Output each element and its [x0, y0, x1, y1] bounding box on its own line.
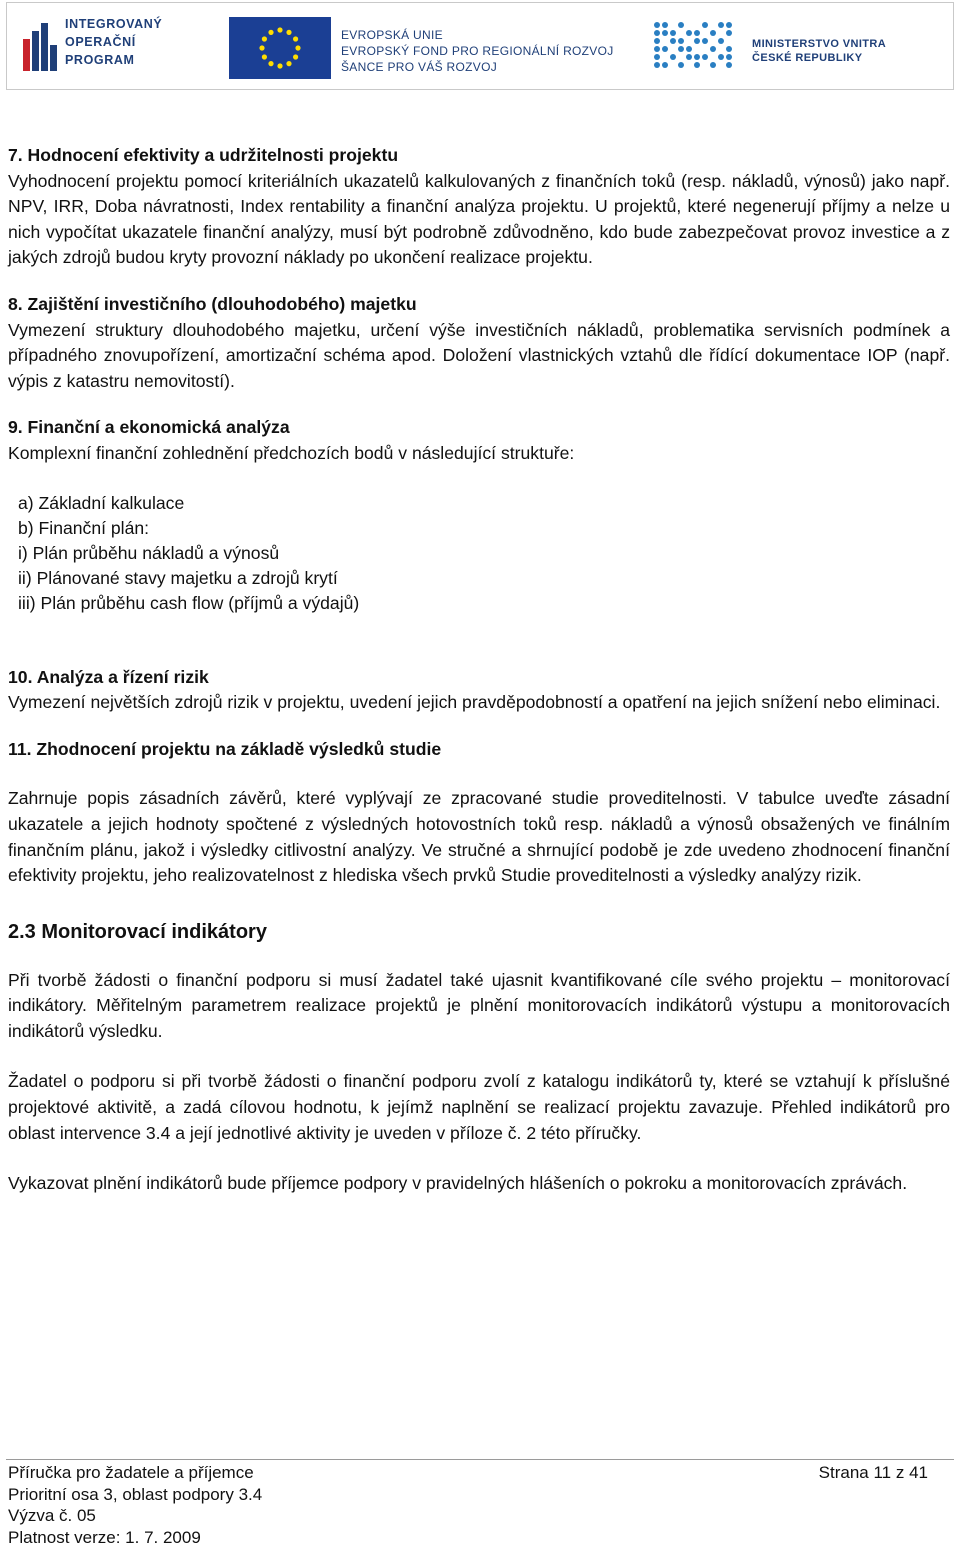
ministry-logo-text: MINISTERSTVO VNITRA ČESKÉ REPUBLIKY — [752, 38, 887, 64]
eu-logo-text: EVROPSKÁ UNIE EVROPSKÝ FOND PRO REGIONÁLNÍ ROZVOJ ŠANCE PRO VÁŠ ROZVOJ — [341, 28, 614, 74]
section-paragraph: Žadatel o podporu si při tvorbě žádosti o finanční podporu zvolí z katalogu indikátorů ty, které se vztahují k příslušné projektové aktivitě, a zadá cílovou hodnotu, k jejímž naplnění se realizací projektu zavazuje. Přehled indikátorů pro oblast intervence 3.4 a její jednotlivé aktivity je uveden v příloze č. 2 této příručky. — [8, 1071, 950, 1143]
section-10 — [8, 665, 950, 716]
section-heading: 7. Hodnocení efektivity a udržitelnosti projektu — [8, 145, 399, 165]
section-paragraph: Komplexní finanční zohlednění předchozích bodů v následující struktuře: — [8, 442, 575, 463]
section-paragraph: Vykazovat plnění indikátorů bude příjemce podpory v pravidelných hlášeních o pokroku a monitorovacích zprávách. — [8, 1173, 908, 1194]
section-paragraph: Zahrnuje popis zásadních závěrů, které vyplývají ze zpracované studie proveditelnosti. V tabulce uveďte zásadní ukazatele a jejich hodnoty spočtené z výsledných hotovostních toků resp. nákladů a výnosů obsažených ve finálním finančním plánu, jakož i výsledky citlivostní analýzy. Ve stručné a shrnující podobě je zde uvedeno zhodnocení finanční efektivity projektu, jeho realizovatelnost z hlediska všech prvků Studie proveditelnosti a výsledky analýzy rizik. — [8, 788, 950, 886]
document-body — [8, 143, 950, 1197]
iop-logo-text: INTEGROVANÝ OPERAČNÍ PROGRAM — [65, 17, 163, 67]
footer-version-date: Platnost verze: 1. 7. 2009 — [8, 1527, 201, 1547]
chapter-heading: 2.3 Monitorovací indikátory — [8, 920, 267, 943]
section-paragraph: Vymezení největších zdrojů rizik v projektu, uvedení jejich pravděpodobností a opatření na jejich snížení nebo eliminaci. — [8, 692, 941, 713]
eu-flag-icon — [229, 17, 331, 79]
ministry-logo-icon — [651, 17, 741, 77]
logo-header — [6, 2, 954, 90]
section-7 — [8, 143, 950, 271]
footer-divider — [6, 1459, 954, 1460]
section-heading: 10. Analýza a řízení rizik — [8, 666, 209, 687]
section-paragraph: Při tvorbě žádosti o finanční podporu si musí žadatel také ujasnit kvantifikované cíle svého projektu – monitorovací indikátory. Měřitelným parametrem realizace projektů je plnění monitorovacích indikátorů výstupu a monitorovacích indikátorů výsledku. — [8, 969, 950, 1041]
list-item: i) Plán průběhu nákladů a výnosů — [18, 542, 280, 563]
section-heading: 8. Zajištění investičního (dlouhodobého) majetku — [8, 293, 417, 314]
page-footer — [8, 1462, 928, 1548]
page-number: Strana 11 z 41 — [818, 1463, 928, 1482]
section-8 — [8, 292, 950, 394]
section-heading: 11. Zhodnocení projektu na základě výsledků studie — [8, 738, 442, 759]
analysis-structure-list — [18, 491, 950, 617]
list-item: a) Základní kalkulace — [18, 492, 185, 513]
footer-call-number: Výzva č. 05 — [8, 1506, 96, 1526]
section-paragraph: Vyhodnocení projektu pomocí kriteriálních ukazatelů kalkulovaných z finančních toků (resp. nákladů, výnosů) jako např. NPV, IRR, Doba návratnosti, Index rentability a finanční analýza projektu. U projektů, které negenerují příjmy a nelze u nich vypočítat ukazatele finanční analýzy, musí být podrobně zdůvodněno, kdo bude zabezpečovat provoz investice a z jakých zdrojů budou kryty provozní náklady po ukončení realizace projektu. — [8, 170, 950, 268]
footer-title: Příručka pro žadatele a příjemce — [8, 1463, 254, 1482]
list-item: iii) Plán průběhu cash flow (příjmů a výdajů) — [18, 593, 360, 614]
footer-priority-axis: Prioritní osa 3, oblast podpory 3.4 — [8, 1484, 263, 1504]
section-heading: 9. Finanční a ekonomická analýza — [8, 417, 290, 438]
section-9 — [8, 415, 950, 616]
section-2-3 — [8, 918, 950, 1197]
section-11 — [8, 737, 950, 889]
section-paragraph: Vymezení struktury dlouhodobého majetku, určení výše investičních nákladů, problematika servisních podmínek a případného znovupořízení, amortizační schéma apod. Doložení vlastnických vztahů dle řídící dokumentace IOP (např. výpis z katastru nemovitostí). — [8, 319, 950, 391]
list-item: b) Finanční plán: — [18, 517, 150, 538]
list-item: ii) Plánované stavy majetku a zdrojů krytí — [18, 568, 338, 589]
